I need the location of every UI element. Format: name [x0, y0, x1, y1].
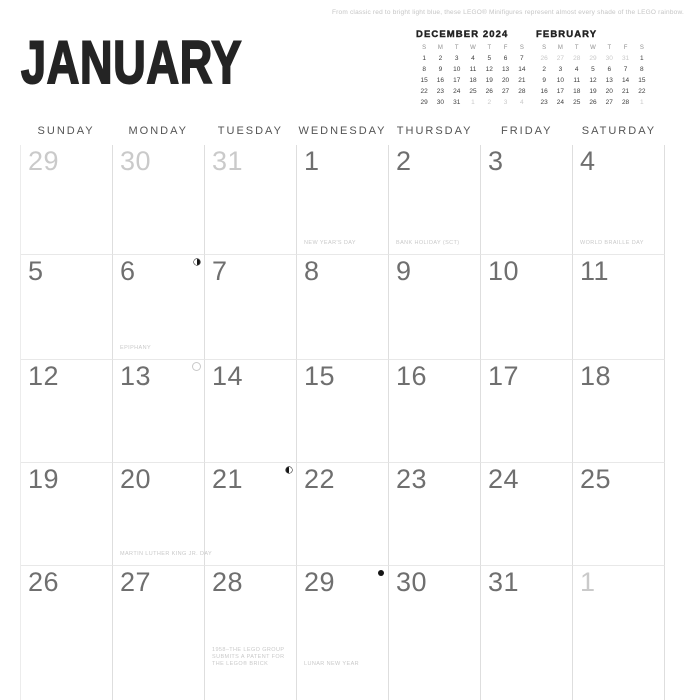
- mini-date: 3: [503, 99, 508, 106]
- mini-date: 28: [573, 55, 581, 62]
- mini-date: 10: [453, 66, 461, 73]
- mini-date: 2: [542, 66, 546, 73]
- day-cell: [481, 566, 573, 700]
- mini-date: 31: [621, 55, 630, 62]
- tagline-text: From classic red to bright light blue, these LEGO® Minifigures represent almost every shade of the LEGO rainbow.: [332, 9, 684, 16]
- weekday-label-monday: MONDAY: [128, 125, 188, 137]
- date-number: 25: [580, 464, 612, 494]
- mini-date: 4: [574, 66, 579, 73]
- holiday-line: LUNAR NEW YEAR: [304, 661, 360, 667]
- date-number: 5: [28, 256, 44, 286]
- date-number: 29: [28, 146, 60, 176]
- mini-day-letter: S: [639, 45, 644, 51]
- day-cell: [297, 255, 389, 360]
- mini-date: 16: [540, 88, 548, 95]
- date-number: 30: [396, 567, 428, 597]
- mini-date: 20: [605, 88, 613, 95]
- date-number: 15: [304, 361, 336, 391]
- mini-date: 8: [422, 66, 426, 73]
- mini-day-letter: M: [557, 45, 563, 51]
- mini-date: 30: [605, 55, 613, 62]
- date-number: 19: [28, 464, 60, 494]
- weekday-label-thursday: THURSDAY: [396, 125, 473, 137]
- date-number: 28: [212, 567, 244, 597]
- mini-date: 31: [453, 99, 461, 106]
- mini-date: 3: [558, 66, 563, 73]
- mini-date: 13: [605, 77, 613, 84]
- date-number: 8: [304, 256, 320, 286]
- mini-date: 18: [469, 77, 477, 84]
- date-number: 30: [120, 146, 152, 176]
- mini-date: 26: [540, 55, 548, 62]
- mini-date: 29: [420, 99, 428, 106]
- mini-date: 1: [640, 55, 644, 62]
- mini-date: 6: [503, 55, 508, 62]
- holiday-label: [120, 345, 151, 352]
- date-number: 22: [304, 464, 336, 494]
- day-cell: [21, 566, 113, 700]
- date-number: 17: [488, 361, 520, 391]
- mini-date: 23: [540, 99, 548, 106]
- mini-date: 22: [638, 88, 646, 95]
- mini-date: 21: [621, 88, 630, 95]
- mini-date: 17: [453, 77, 461, 84]
- date-number: 7: [212, 256, 228, 286]
- mini-day-letter: F: [503, 45, 508, 51]
- date-number: 26: [28, 567, 60, 597]
- mini-date: 25: [573, 99, 581, 106]
- holiday-line: NEW YEAR'S DAY: [304, 240, 356, 246]
- date-number: 12: [28, 361, 60, 391]
- mini-date: 15: [638, 77, 646, 84]
- mini-calendar-grid: [536, 44, 650, 107]
- mini-date: 7: [520, 55, 524, 62]
- date-number: 23: [396, 464, 428, 494]
- day-cell: [297, 463, 389, 566]
- mini-date: 29: [589, 55, 597, 62]
- weekday-label-sunday: SUNDAY: [37, 125, 95, 137]
- day-cell: [205, 255, 297, 360]
- mini-date: 1: [640, 99, 644, 106]
- date-number: 27: [120, 567, 152, 597]
- mini-date: 11: [573, 77, 581, 84]
- day-cell: [389, 463, 481, 566]
- mini-date: 27: [501, 88, 510, 95]
- mini-day-letter: T: [574, 45, 579, 51]
- new-moon-icon: [378, 570, 384, 576]
- date-number: 1: [580, 567, 596, 597]
- date-number: 9: [396, 256, 412, 286]
- holiday-label: [120, 551, 212, 558]
- mini-date: 4: [520, 99, 524, 106]
- date-number: 10: [488, 256, 520, 286]
- mini-date: 22: [420, 88, 428, 95]
- mini-date: 6: [607, 66, 612, 73]
- day-cell: [113, 360, 205, 463]
- day-cell: [113, 145, 205, 255]
- day-cell: [297, 360, 389, 463]
- day-cell: [21, 360, 113, 463]
- mini-date: 10: [556, 77, 565, 84]
- mini-day-letter: S: [519, 45, 524, 51]
- date-number: 2: [396, 146, 412, 176]
- date-number: 16: [396, 361, 428, 391]
- date-number: 21: [212, 464, 244, 494]
- mini-date: 12: [485, 66, 493, 73]
- day-cell: [389, 360, 481, 463]
- mini-day-letter: T: [607, 45, 612, 51]
- day-cell: [297, 145, 389, 255]
- mini-date: 1: [471, 99, 475, 106]
- mini-date: 23: [436, 88, 445, 95]
- day-cell: [389, 145, 481, 255]
- day-cell: [113, 566, 205, 700]
- date-number: 3: [488, 146, 504, 176]
- day-cell: [389, 255, 481, 360]
- mini-date: 30: [436, 99, 445, 106]
- day-cell: [573, 463, 665, 566]
- day-cell: [573, 360, 665, 463]
- mini-calendar-title: DECEMBER 2024: [416, 29, 509, 40]
- mini-day-letter: W: [590, 45, 596, 51]
- day-cell: [573, 566, 665, 700]
- mini-date: 2: [487, 99, 492, 106]
- mini-date: 21: [518, 77, 526, 84]
- mini-calendar-title: FEBRUARY: [536, 29, 598, 40]
- mini-date: 16: [436, 77, 445, 84]
- mini-day-letter: S: [542, 45, 547, 51]
- mini-date: 28: [518, 88, 526, 95]
- mini-day-letter: W: [470, 45, 476, 51]
- day-cell: [481, 145, 573, 255]
- holiday-line: EPIPHANY: [120, 345, 152, 351]
- mini-date: 9: [438, 66, 443, 73]
- mini-date: 28: [621, 99, 630, 106]
- mini-date: 14: [518, 66, 526, 73]
- mini-date: 3: [454, 55, 459, 62]
- holiday-line: 1958–THE LEGO GROUP: [212, 647, 285, 653]
- day-cell: [205, 463, 297, 566]
- mini-date: 5: [591, 66, 595, 73]
- day-cell: [205, 360, 297, 463]
- mini-day-letter: M: [437, 45, 443, 51]
- holiday-label: [396, 240, 460, 247]
- holiday-label: [304, 661, 359, 668]
- day-cell: [205, 145, 297, 255]
- holiday-line: WORLD BRAILLE DAY: [580, 240, 644, 246]
- mini-day-letter: F: [623, 45, 628, 51]
- mini-date: 13: [501, 66, 510, 73]
- holiday-label: [212, 647, 284, 668]
- mini-date: 17: [556, 88, 565, 95]
- mini-date: 24: [556, 99, 565, 106]
- mini-date: 25: [469, 88, 477, 95]
- month-grid: [20, 145, 665, 700]
- day-cell: [481, 463, 573, 566]
- mini-day-letter: S: [422, 45, 427, 51]
- mini-calendar-december: [416, 29, 530, 107]
- holiday-label: [580, 240, 644, 247]
- date-number: 18: [580, 361, 612, 391]
- day-cell: [21, 255, 113, 360]
- day-cell: [389, 566, 481, 700]
- date-number: 4: [580, 146, 596, 176]
- weekday-label-tuesday: TUESDAY: [217, 125, 283, 137]
- mini-date: 1: [422, 55, 426, 62]
- mini-date: 18: [573, 88, 581, 95]
- mini-day-letter: T: [487, 45, 492, 51]
- date-number: 20: [120, 464, 152, 494]
- mini-date: 26: [485, 88, 493, 95]
- mini-calendar-february: [536, 29, 650, 107]
- day-cell: [113, 255, 205, 360]
- day-cell: [573, 145, 665, 255]
- day-cell: [113, 463, 213, 566]
- date-number: 31: [488, 567, 520, 597]
- mini-date: 26: [589, 99, 597, 106]
- day-cell: [21, 463, 113, 566]
- holiday-label: [304, 240, 356, 247]
- mini-date: 27: [556, 55, 565, 62]
- date-number: 6: [120, 256, 136, 286]
- mini-date: 15: [420, 77, 428, 84]
- mini-date: 8: [640, 66, 644, 73]
- month-title: JANUARY: [21, 29, 243, 96]
- date-number: 13: [120, 361, 152, 391]
- day-cell: [481, 255, 573, 360]
- holiday-line: BANK HOLIDAY (SCT): [396, 240, 460, 246]
- mini-date: 9: [542, 77, 546, 84]
- weekday-label-friday: FRIDAY: [501, 125, 553, 137]
- weekday-header: [20, 125, 665, 137]
- mini-date: 11: [469, 66, 477, 73]
- mini-date: 14: [621, 77, 630, 84]
- mini-calendar-grid: [416, 44, 530, 107]
- date-number: 11: [580, 256, 610, 286]
- weekday-label-wednesday: WEDNESDAY: [298, 125, 387, 137]
- mini-date: 7: [623, 66, 628, 73]
- mini-date: 19: [589, 88, 597, 95]
- day-cell: [297, 566, 389, 700]
- day-cell: [205, 566, 297, 700]
- mini-date: 24: [453, 88, 461, 95]
- first-quarter-moon-icon: [194, 259, 200, 265]
- mini-day-letter: T: [454, 45, 459, 51]
- holiday-line: THE LEGO® BRICK: [212, 661, 269, 667]
- last-quarter-moon-icon: [286, 467, 292, 473]
- date-number: 14: [212, 361, 244, 391]
- date-number: 29: [304, 567, 336, 597]
- full-moon-icon: [193, 363, 200, 370]
- holiday-line: MARTIN LUTHER KING JR. DAY: [120, 551, 213, 557]
- mini-date: 2: [438, 55, 443, 62]
- mini-date: 4: [471, 55, 475, 62]
- weekday-label-saturday: SATURDAY: [581, 125, 657, 137]
- mini-date: 5: [487, 55, 492, 62]
- mini-date: 20: [501, 77, 510, 84]
- day-cell: [481, 360, 573, 463]
- day-cell: [573, 255, 665, 360]
- date-number: 31: [212, 146, 244, 176]
- mini-date: 19: [485, 77, 493, 84]
- date-number: 1: [304, 146, 320, 176]
- day-cell: [21, 145, 113, 255]
- holiday-line: SUBMITS A PATENT FOR: [212, 654, 285, 660]
- date-number: 24: [488, 464, 520, 494]
- mini-date: 12: [589, 77, 597, 84]
- mini-date: 27: [605, 99, 613, 106]
